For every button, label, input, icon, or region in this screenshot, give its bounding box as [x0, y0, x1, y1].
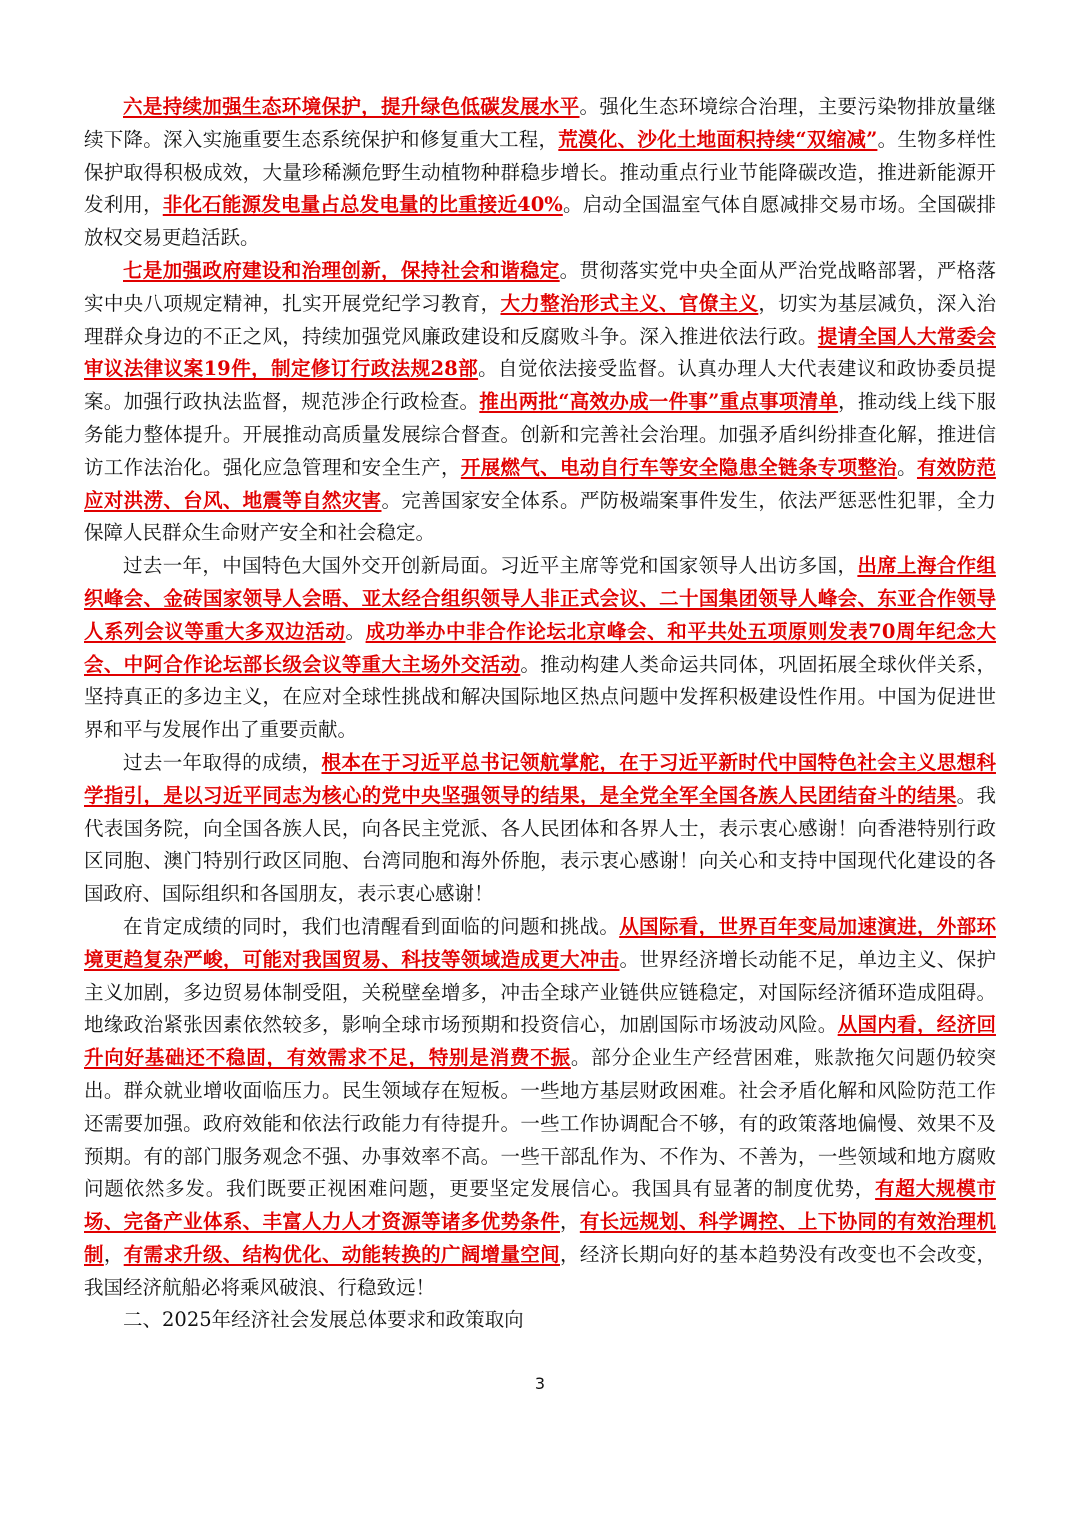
section-heading: [84, 1304, 996, 1337]
text-run: ，: [559, 1210, 580, 1234]
text-run: 六是持续加强生态环境保护，提升绿色低碳发展水平: [123, 95, 580, 118]
text-run: 。贯彻落实党中央全面从严治党战略部署，严格落实中央八项规定精神，扎实开展党纪学习教育，: [84, 258, 996, 315]
text-run: 从国内看，经济回升向好基础还不稳固，有效需求不足，特别是消费不振: [84, 1013, 996, 1070]
paragraph-diplomacy: [84, 550, 996, 747]
text-run: 。: [897, 455, 917, 479]
paragraph-ecology: [84, 91, 996, 255]
text-run: 。自觉依法接受监督。认真办理人大代表建议和政协委员提案。加强行政执法监督，规范涉企行政检查。: [84, 357, 996, 414]
text-run: 根本在于习近平总书记领航掌舵，在于习近平新时代中国特色社会主义思想科学指引，是以习近平同志为核心的党中央坚强领导的结果，是全党全军全国各族人民团结奋斗的结果: [84, 750, 996, 807]
paragraph-challenges: [84, 911, 996, 1305]
text-run: 。完善国家安全体系。严防极端案事件发生，依法严惩恶性犯罪，全力保障人民群众生命财产安全和社会稳定。: [84, 488, 996, 545]
text-run: 提请全国人大常委会审议法律议案19件，制定修订行政法规28部: [84, 324, 996, 381]
paragraph-achievements: [84, 747, 996, 911]
text-run: 大力整治形式主义、官僚主义: [500, 291, 759, 315]
page-number: 3: [534, 1374, 546, 1393]
text-run: 开展燃气、电动自行车等安全隐患全链条专项整治: [460, 455, 898, 479]
text-run: 成功举办中非合作论坛北京峰会、和平共处五项原则发表70周年纪念大会、中阿合作论坛部长级会议等重大主场外交活动: [84, 619, 996, 676]
text-run: 二、2025年经济社会发展总体要求和政策取向: [123, 1308, 524, 1332]
text-run: 七是加强政府建设和治理创新，保持社会和谐稳定: [123, 258, 560, 282]
text-run: 从国际看，世界百年变局加速演进，外部环境更趋复杂严峻，可能对我国贸易、科技等领域造成更大冲击: [84, 914, 996, 971]
text-run: 。部分企业生产经营困难，账款拖欠问题仍较突出。群众就业增收面临压力。民生领域存在短板。一些地方基层财政困难。社会矛盾化解和风险防范工作还需要加强。政府效能和依法行政能力有待提升。一些工作协调配合不够，有的政策落地偏慢、效果不及预期。有的部门服务观念不强、办事效率不高。一些干部乱作为、不作为、不善为，一些领域和地方腐败问题依然多发。我们既要正视困难问题，更要坚定发展信心。我国具有显著的制度优势，: [84, 1046, 996, 1201]
text-run: 。生物多样性保护取得积极成效，大量珍稀濒危野生动植物种群稳步增长。推动重点行业节能降碳改造，推进新能源开发利用，: [84, 127, 996, 217]
paragraph-governance: [84, 255, 996, 550]
text-run: ，切实为基层减负，深入治理群众身边的不正之风，持续加强党风廉政建设和反腐败斗争。深入推进依法行政。: [84, 291, 996, 348]
text-run: ，经济长期向好的基本趋势没有改变也不会改变，我国经济航船必将乘风破浪、行稳致远！: [84, 1242, 996, 1299]
text-run: ，推动线上线下服务能力整体提升。开展推动高质量发展综合督查。创新和完善社会治理。加强矛盾纠纷排查化解，推进信访工作法治化。强化应急管理和安全生产，: [84, 390, 996, 479]
text-run: 有效防范应对洪涝、台风、地震等自然灾害: [84, 455, 996, 512]
text-run: 。我代表国务院，向全国各族人民，向各民主党派、各人民团体和各界人士，表示衷心感谢！向香港特别行政区同胞、澳门特别行政区同胞、台湾同胞和海外侨胞，表示衷心感谢！向关心和支持中国现代化建设的各国政府、国际组织和各国朋友，表示衷心感谢！: [84, 783, 996, 906]
text-run: 出席上海合作组织峰会、金砖国家领导人会晤、亚太经合组织领导人非正式会议、二十国集团领导人峰会、东亚合作领导人系列会议等重大多双边活动: [84, 554, 996, 643]
text-run: 。: [345, 619, 366, 643]
text-run: 在肯定成绩的同时，我们也清醒看到面临的问题和挑战。: [123, 914, 620, 938]
text-run: 荒漠化、沙化土地面积持续“双缩减”: [558, 127, 878, 151]
text-run: 推出两批“高效办成一件事”重点事项清单: [479, 390, 839, 414]
text-run: 。启动全国温室气体自愿减排交易市场。全国碳排放权交易更趋活跃。: [84, 193, 996, 250]
text-run: 。推动构建人类命运共同体，巩固拓展全球伙伴关系，坚持真正的多边主义，在应对全球性挑战和解决国际地区热点问题中发挥积极建设性作用。中国为促进世界和平与发展作出了重要贡献。: [84, 652, 996, 742]
text-run: 有超大规模市场、完备产业体系、丰富人力人才资源等诸多优势条件: [84, 1177, 996, 1234]
text-run: 过去一年取得的成绩，: [123, 750, 322, 774]
text-run: 。世界经济增长动能不足，单边主义、保护主义加剧，多边贸易体制受阻，关税壁垒增多，冲击全球产业链供应链稳定，对国际经济循环造成阻碍。地缘政治紧张因素依然较多，影响全球市场预期和投资信心，加剧国际市场波动风险。: [84, 947, 996, 1037]
text-run: 非化石能源发电量占总发电量的比重接近40%: [162, 193, 563, 217]
text-run: 。强化生态环境综合治理，主要污染物排放量继续下降。深入实施重要生态系统保护和修复重大工程，: [84, 95, 996, 151]
text-run: ，: [103, 1242, 124, 1266]
text-run: 有长远规划、科学调控、上下协同的有效治理机制: [84, 1210, 996, 1266]
body-text: [84, 91, 996, 1337]
text-run: 有需求升级、结构优化、动能转换的广阔增量空间: [123, 1242, 560, 1266]
text-run: 过去一年，中国特色大国外交开创新局面。习近平主席等党和国家领导人出访多国，: [123, 554, 858, 578]
